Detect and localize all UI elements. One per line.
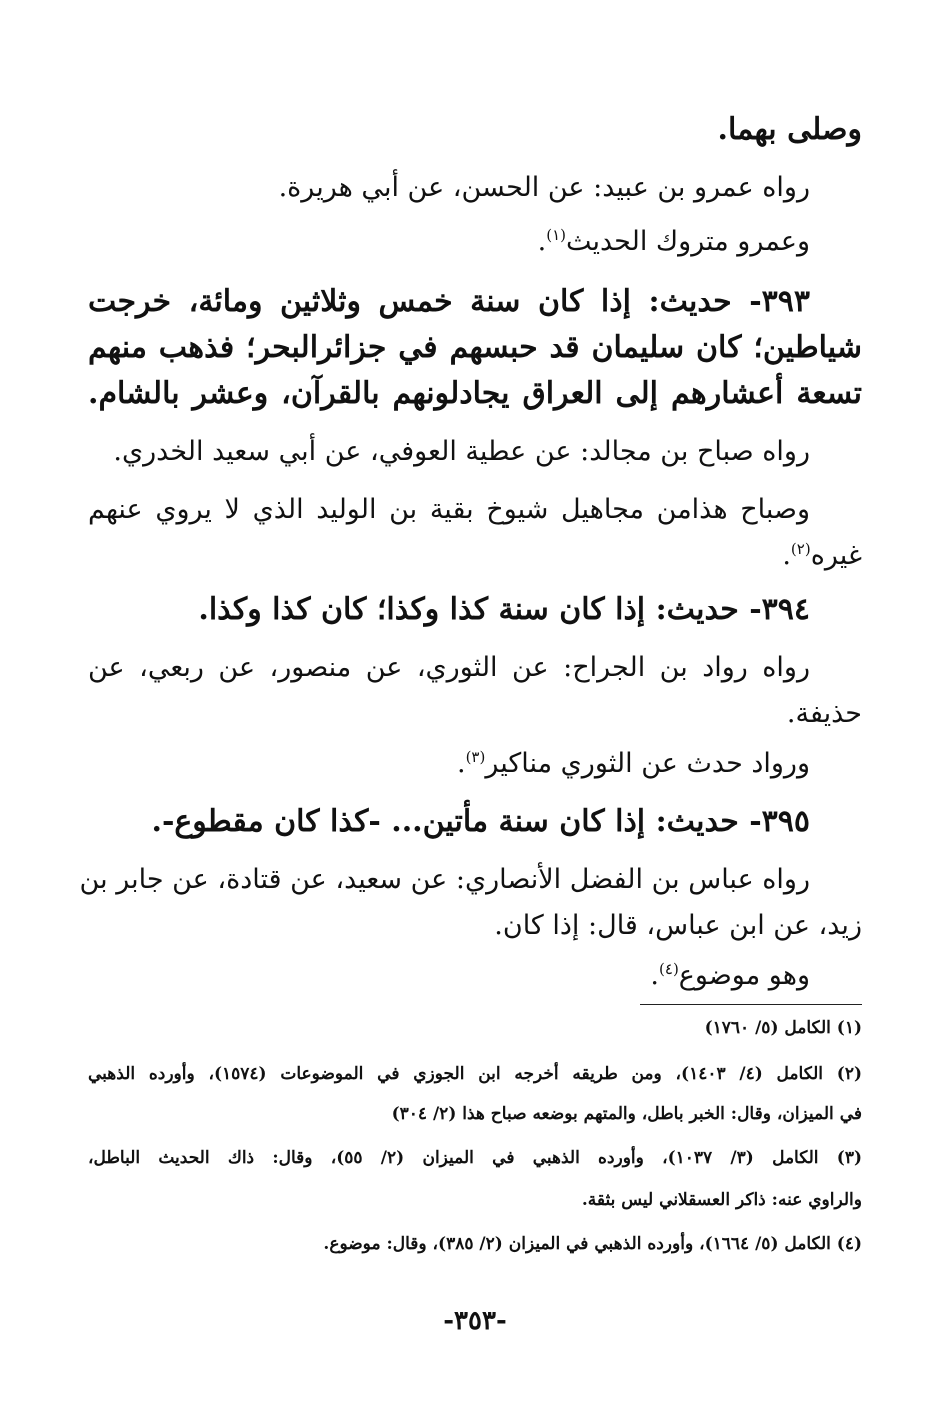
footnote-3-line-2 xyxy=(582,1190,862,1210)
footnote-3-line-1 xyxy=(88,1148,862,1168)
text-line-8-content: وصباح هذامن مجاهيل شيوخ بقية بن الوليد الذي لا يروي عنهم xyxy=(88,494,810,525)
text-line-1-content: وصلى بهما. xyxy=(717,112,862,147)
hadith-395-content: ٣٩٥- حديث: إذا كان سنة مأتين... -كذا كان مقطوع-. xyxy=(151,804,810,839)
text-line-17-content: وهو موضوع xyxy=(678,960,810,991)
footnote-ref-1: (١) xyxy=(546,226,566,244)
text-line-15-content: رواه عباس بن الفضل الأنصاري: عن سعيد، عن قتادة، عن جابر بن xyxy=(79,864,810,895)
footnote-2-line-1 xyxy=(88,1064,862,1084)
footnote-3-line-2-text: والراوي عنه: ذاكر العسقلاني ليس بثقة. xyxy=(581,1190,862,1210)
footnote-1 xyxy=(705,1018,862,1038)
footnote-separator xyxy=(640,1004,862,1005)
text-line-3 xyxy=(538,226,810,257)
text-line-13 xyxy=(457,748,810,779)
text-line-7 xyxy=(113,436,810,467)
text-line-12 xyxy=(787,698,862,729)
text-line-3-content: وعمرو متروك الحديث xyxy=(565,226,810,257)
footnote-ref-2: (٢) xyxy=(790,540,811,558)
text-line-13-content: ورواد حدث عن الثوري مناكير xyxy=(485,748,810,779)
page-number: -٣٥٣- xyxy=(443,1306,507,1336)
footnote-3-line-1-text: (٣) الكامل (٣/ ١٠٣٧)، وأورده الذهبي في الميزان (٢/ ٥٥)، وقال: ذاك الحديث الباطل، xyxy=(88,1148,862,1168)
text-line-17-end: . xyxy=(650,960,660,991)
hadith-393-line-2 xyxy=(88,330,862,365)
text-line-9-content: غيره xyxy=(810,540,862,571)
footnote-ref-3: (٣) xyxy=(465,748,486,766)
text-line-8 xyxy=(88,494,810,525)
text-line-13-end: . xyxy=(456,748,466,779)
text-line-17 xyxy=(650,960,810,991)
hadith-393-line-1 xyxy=(88,284,810,319)
hadith-393-line-3 xyxy=(88,376,862,411)
hadith-395-line xyxy=(152,804,810,839)
footnote-4-text: (٤) الكامل (٥/ ١٦٦٤)، وأورده الذهبي في الميزان (٢/ ٣٨٥)، وقال: موضوع. xyxy=(323,1234,862,1254)
text-line-3-end: . xyxy=(537,226,547,257)
text-line-15 xyxy=(79,864,810,895)
footnote-4 xyxy=(323,1234,862,1254)
text-line-7-content: رواه صباح بن مجالد: عن عطية العوفي، عن أبي سعيد الخدري. xyxy=(113,436,810,467)
text-line-11 xyxy=(88,652,810,683)
hadith-394-content: ٣٩٤- حديث: إذا كان سنة كذا وكذا؛ كان كذا وكذا. xyxy=(198,592,810,627)
footnote-2-line-1-text: (٢) الكامل (٤/ ١٤٠٣)، ومن طريقه أخرجه ابن الجوزي في الموضوعات (١٥٧٤)، وأورده الذهبي xyxy=(88,1064,862,1084)
text-line-9-end: . xyxy=(782,540,791,571)
text-line-11-content: رواه رواد بن الجراح: عن الثوري، عن منصور، عن ربعي، عن xyxy=(88,652,810,683)
text-line-16 xyxy=(494,910,862,941)
text-line-9 xyxy=(782,540,862,571)
text-line-12-content: حذيفة. xyxy=(786,698,862,729)
footnote-1-text: (١) الكامل (٥/ ١٧٦٠) xyxy=(704,1018,862,1038)
text-line-2-content: رواه عمرو بن عبيد: عن الحسن، عن أبي هريرة. xyxy=(278,172,810,203)
hadith-393-line-1-content: ٣٩٣- حديث: إذا كان سنة خمس وثلاثين ومائة، خرجت xyxy=(88,284,810,319)
hadith-394-line xyxy=(198,592,810,627)
footnote-2-line-2 xyxy=(392,1104,862,1124)
footnote-ref-4: (٤) xyxy=(659,960,679,978)
text-line-16-content: زيد، عن ابن عباس، قال: إذا كان. xyxy=(494,910,862,941)
footnote-2-line-2-text: في الميزان، وقال: الخبر باطل، والمتهم بوضعه صباح هذا (٢/ ٣٠٤) xyxy=(391,1104,862,1124)
hadith-393-line-2-content: شياطين؛ كان سليمان قد حبسهم في جزائرالبحر؛ فذهب منهم xyxy=(88,330,862,365)
hadith-393-line-3-content: تسعة أعشارهم إلى العراق يجادلونهم بالقرآن، وعشر بالشام. xyxy=(88,376,862,411)
text-line-2 xyxy=(279,172,810,203)
text-line-1 xyxy=(718,112,862,147)
